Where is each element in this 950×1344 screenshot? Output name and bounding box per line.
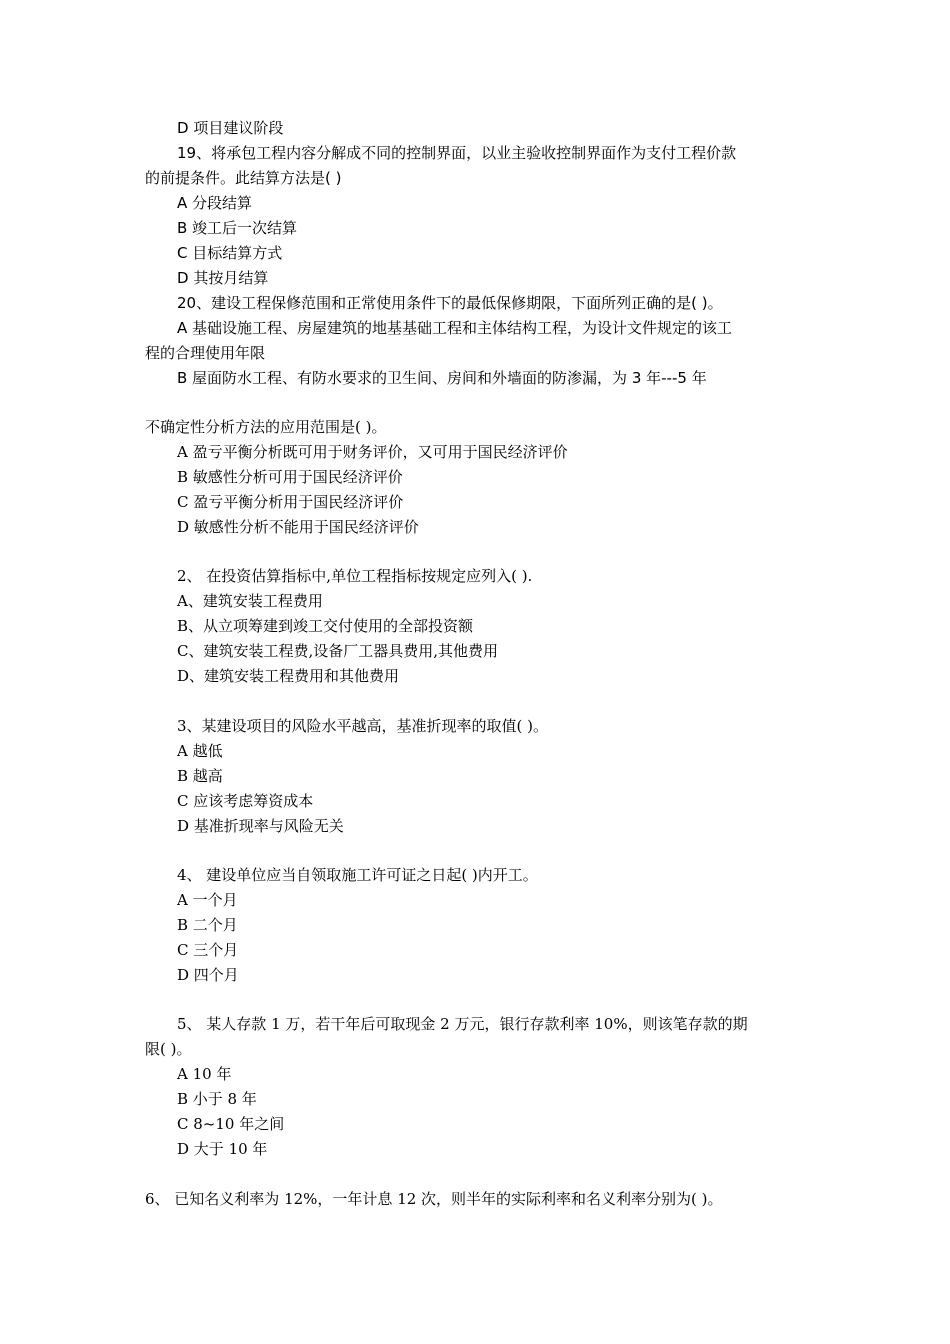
q5-stem-line2: 限( )。 <box>145 1040 192 1058</box>
q19-option-b: B 竣工后一次结算 <box>177 219 298 237</box>
q1-option-b: B 敏感性分析可用于国民经济评价 <box>177 468 403 486</box>
q19-stem-line1: 19、将承包工程内容分解成不同的控制界面，以业主验收控制界面作为支付工程价款 <box>177 144 737 162</box>
q19-option-d: D 其按月结算 <box>177 269 269 287</box>
q20-option-a-line1: A 基础设施工程、房屋建筑的地基基础工程和主体结构工程，为设计文件规定的该工 <box>177 319 733 337</box>
q20-stem: 20、建设工程保修范围和正常使用条件下的最低保修期限，下面所列正确的是( )。 <box>177 294 723 312</box>
q5-option-c: C 8~10 年之间 <box>177 1115 285 1133</box>
q3-stem: 3、某建设项目的风险水平越高，基准折现率的取值( )。 <box>177 717 549 735</box>
q1-option-a: A 盈亏平衡分析既可用于财务评价，又可用于国民经济评价 <box>177 443 568 461</box>
q19-option-a: A 分段结算 <box>177 194 253 212</box>
q3-option-b: B 越高 <box>177 767 223 785</box>
q6-stem: 6、 已知名义利率为 12%，一年计息 12 次，则半年的实际利率和名义利率分别为( )。 <box>145 1190 723 1208</box>
q19-stem-line2: 的前提条件。此结算方法是( ) <box>145 169 342 187</box>
q5-option-d: D 大于 10 年 <box>177 1140 268 1158</box>
q2-stem: 2、 在投资估算指标中,单位工程指标按规定应列入( ). <box>177 567 533 585</box>
q2-option-d: D、建筑安装工程费用和其他费用 <box>177 667 400 685</box>
q1-option-c: C 盈亏平衡分析用于国民经济评价 <box>177 493 404 511</box>
q4-option-b: B 二个月 <box>177 916 238 934</box>
q1-option-d: D 敏感性分析不能用于国民经济评价 <box>177 518 419 536</box>
q2-option-c: C、建筑安装工程费,设备厂工器具费用,其他费用 <box>177 642 499 660</box>
q4-option-c: C 三个月 <box>177 941 239 959</box>
q4-stem: 4、 建设单位应当自领取施工许可证之日起( )内开工。 <box>177 866 538 884</box>
q5-option-b: B 小于 8 年 <box>177 1090 257 1108</box>
q5-option-a: A 10 年 <box>177 1065 232 1083</box>
q3-option-d: D 基准折现率与风险无关 <box>177 817 344 835</box>
q4-option-a: A 一个月 <box>177 891 238 909</box>
q2-option-a: A、建筑安装工程费用 <box>177 592 323 610</box>
q1-stem: 不确定性分析方法的应用范围是( )。 <box>145 418 387 436</box>
q20-option-a-line2: 程的合理使用年限 <box>145 344 266 362</box>
q2-option-b: B、从立项筹建到竣工交付使用的全部投资额 <box>177 617 474 635</box>
q5-stem-line1: 5、 某人存款 1 万，若干年后可取现金 2 万元，银行存款利率 10%，则该笔存款的期 <box>177 1015 748 1033</box>
q3-option-c: C 应该考虑筹资成本 <box>177 792 314 810</box>
q4-option-d: D 四个月 <box>177 966 239 984</box>
q3-option-a: A 越低 <box>177 742 223 760</box>
q18-option-d: D 项目建议阶段 <box>177 119 284 137</box>
q19-option-c: C 目标结算方式 <box>177 244 283 262</box>
q20-option-b: B 屋面防水工程、有防水要求的卫生间、房间和外墙面的防渗漏，为 3 年---5 年 <box>177 369 707 387</box>
